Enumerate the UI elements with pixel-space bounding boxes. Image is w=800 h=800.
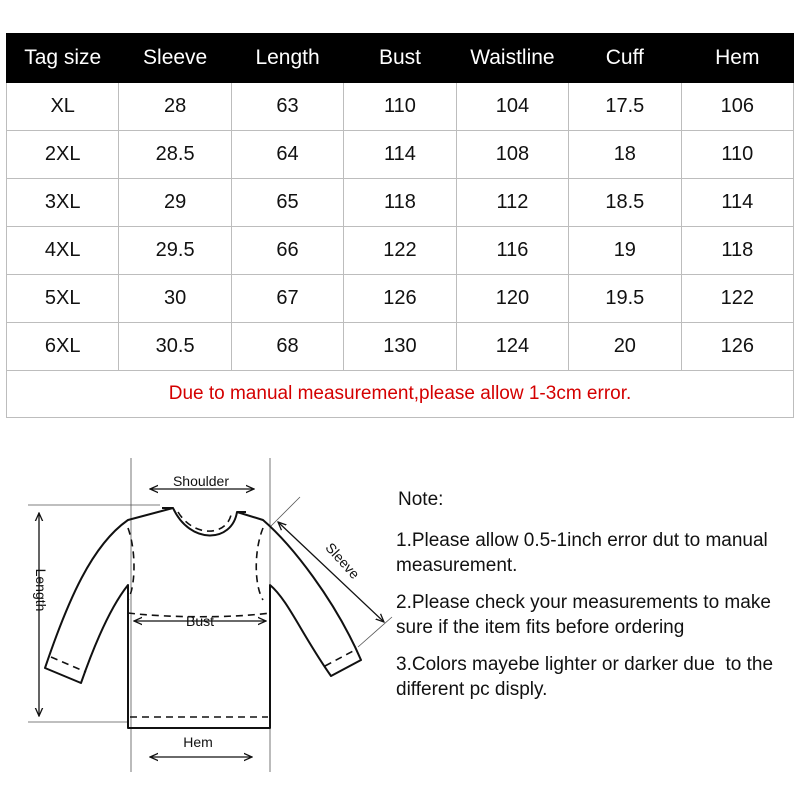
table-cell: 30.5 [119,323,231,371]
table-cell: 114 [344,131,456,179]
table-cell: 17.5 [569,83,681,131]
table-cell: 28.5 [119,131,231,179]
header-cuff: Cuff [569,34,681,83]
header-sleeve: Sleeve [119,34,231,83]
table-cell: 29 [119,179,231,227]
table-row [7,131,794,179]
table-row [7,83,794,131]
table-cell: 6XL [7,323,119,371]
table-cell: 116 [456,227,568,275]
table-cell: 29.5 [119,227,231,275]
table-cell: 124 [456,323,568,371]
notes-panel [396,487,796,714]
note-item: 1.Please allow 0.5-1inch error dut to manual measurement. [396,530,768,576]
table-cell: 19.5 [569,275,681,323]
table-cell: 106 [681,83,793,131]
table-cell: 65 [231,179,343,227]
footnote-row [7,371,794,418]
table-cell: 3XL [7,179,119,227]
table-cell: 130 [344,323,456,371]
table-cell: 122 [681,275,793,323]
length-label: Length [33,568,49,612]
table-cell: 122 [344,227,456,275]
table-cell: 112 [456,179,568,227]
table-row [7,275,794,323]
table-cell: 68 [231,323,343,371]
table-row [7,323,794,371]
note-item: 2.Please check your measurements to make sure if the item fits before ordering [396,592,771,638]
header-waistline: Waistline [456,34,568,83]
header-hem: Hem [681,34,793,83]
table-cell: 20 [569,323,681,371]
table-cell: 118 [681,227,793,275]
table-cell: 4XL [7,227,119,275]
header-length: Length [231,34,343,83]
table-cell: 30 [119,275,231,323]
note-item: 3.Colors mayebe lighter or darker due to the different pc disply. [396,654,779,700]
bust-label: Bust [185,613,215,629]
table-row [7,179,794,227]
table-cell: 126 [681,323,793,371]
table-cell: 108 [456,131,568,179]
sleeve-label: Sleeve [322,539,363,582]
table-cell: 104 [456,83,568,131]
table-cell: 120 [456,275,568,323]
table-cell: 114 [681,179,793,227]
size-chart-table [6,33,794,418]
table-cell: 18.5 [569,179,681,227]
table-cell: 118 [344,179,456,227]
hem-label: Hem [183,734,213,750]
table-cell: 110 [344,83,456,131]
table-cell: 67 [231,275,343,323]
table-cell: 110 [681,131,793,179]
table-cell: 19 [569,227,681,275]
table-row [7,227,794,275]
table-cell: 28 [119,83,231,131]
table-cell: 5XL [7,275,119,323]
header-bust: Bust [344,34,456,83]
measurement-footnote: Due to manual measurement,please allow 1-3cm error. [7,371,794,418]
table-cell: 18 [569,131,681,179]
table-cell: XL [7,83,119,131]
table-cell: 63 [231,83,343,131]
header-tag-size: Tag size [7,34,119,83]
table-cell: 126 [344,275,456,323]
table-cell: 2XL [7,131,119,179]
shoulder-label: Shoulder [172,473,230,489]
notes-title: Note: [398,489,444,510]
table-cell: 64 [231,131,343,179]
table-header-row [7,34,794,83]
table-cell: 66 [231,227,343,275]
